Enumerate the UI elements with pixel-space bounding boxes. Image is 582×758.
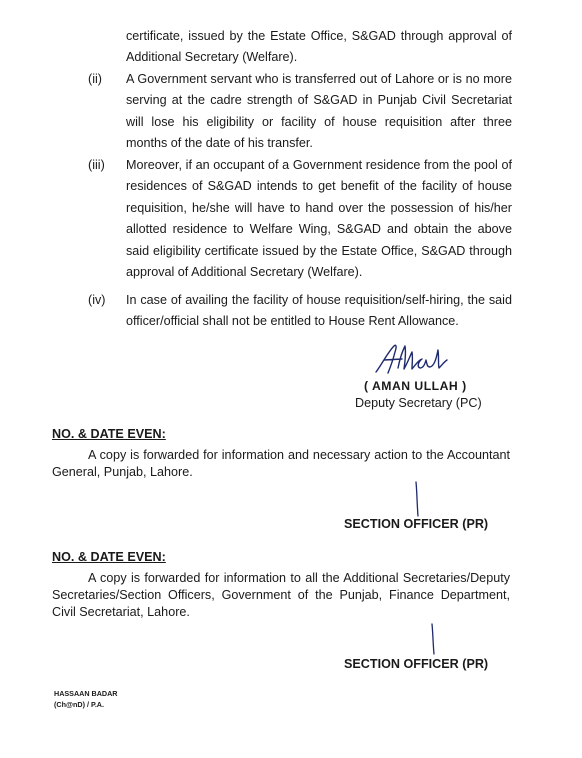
endorsement-text: A copy is forwarded for information to all the Additional Secretaries/Deputy Secretaries/Section Officers, Government of the Punjab, Finance Department, Civil Secretariat, Lahore. (52, 571, 510, 619)
list-item-number: (iv) (88, 293, 106, 307)
footer-initials (54, 688, 118, 710)
list-item-text: Moreover, if an occupant of a Government residence from the pool of residences of S&GAD intends to get benefit of the facility of house requisition, he/she will have to hand over the possession of his/her allotted residence to Welfare Wing, S&GAD and obtain the above said eligibility certificate issued by the Estate Office, S&GAD through approval of Additional Secretary (Welfare). (126, 158, 512, 280)
list-item-text: A Government servant who is transferred out of Lahore or is no more serving at the cadre strength of S&GAD in Punjab Civil Secretariat will lose his eligibility or facility of house requisition after three months of the date of his transfer. (126, 72, 512, 151)
initial-mark (412, 480, 422, 518)
list-item-number: (iii) (88, 158, 105, 172)
list-item-number: (ii) (88, 72, 102, 86)
footer-line: (Ch@nD) / P.A. (54, 700, 104, 709)
signatory-name: ( AMAN ULLAH ) (364, 379, 467, 393)
handwritten-signature (372, 342, 452, 376)
footer-line: HASSAAN BADAR (54, 689, 118, 698)
list-item-text: In case of availing the facility of house requisition/self-hiring, the said officer/official shall not be entitled to House Rent Allowance. (126, 293, 512, 329)
endorsement-heading: NO. & DATE EVEN: (52, 550, 166, 564)
continuation-paragraph: certificate, issued by the Estate Office, S&GAD through approval of Additional Secretary (Welfare). (126, 29, 512, 65)
initial-mark (428, 622, 438, 656)
signatory-designation: Deputy Secretary (PC) (355, 396, 482, 410)
endorsement-heading: NO. & DATE EVEN: (52, 427, 166, 441)
section-officer-label: SECTION OFFICER (PR) (344, 517, 489, 531)
section-officer-label: SECTION OFFICER (PR) (344, 657, 489, 671)
endorsement-text: A copy is forwarded for information and necessary action to the Accountant General, Punjab, Lahore. (52, 448, 510, 479)
